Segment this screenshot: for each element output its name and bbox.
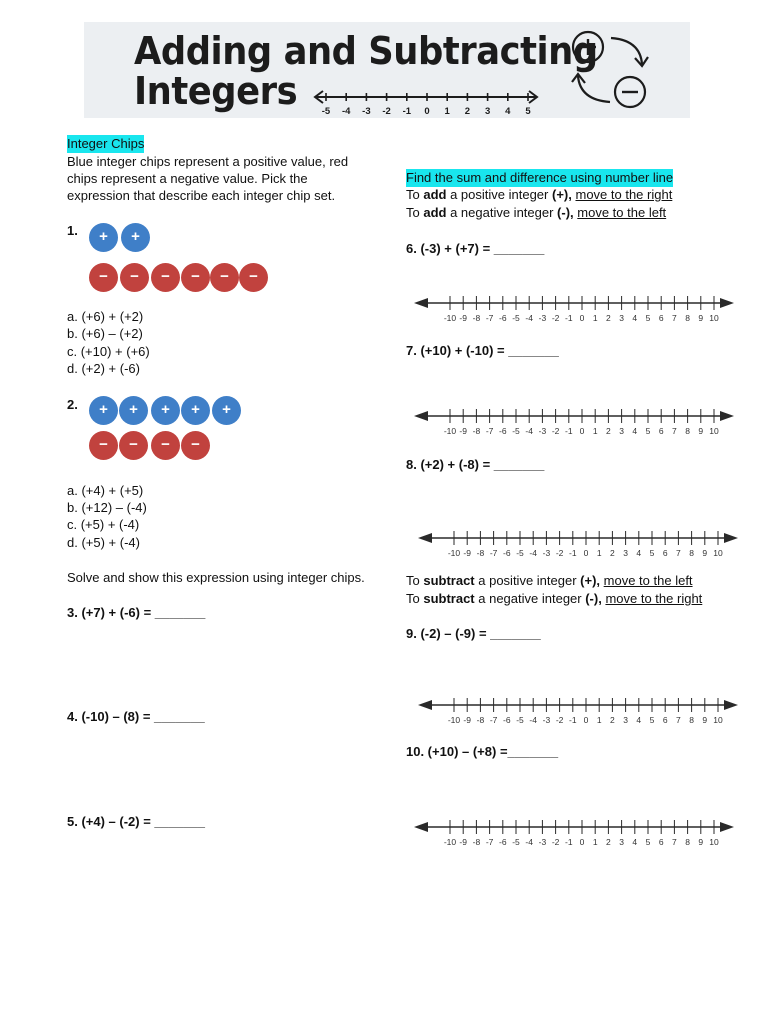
number-line-label: 2 bbox=[610, 715, 615, 725]
positive-chip: + bbox=[212, 396, 241, 425]
number-line-label: -10 bbox=[443, 426, 457, 436]
add-rule-2-mid: a negative integer bbox=[446, 205, 558, 220]
left-arrowhead bbox=[414, 298, 428, 308]
number-line-label: 0 bbox=[583, 715, 589, 725]
number-line-label: -7 bbox=[489, 548, 498, 558]
number-line-label: 3 bbox=[619, 313, 624, 323]
question-2-number: 2. bbox=[67, 397, 78, 412]
left-arrowhead bbox=[414, 822, 428, 832]
number-line-label: -4 bbox=[529, 548, 537, 558]
number-line-label: -5 bbox=[512, 426, 520, 436]
number-line-label: -2 bbox=[551, 313, 560, 323]
number-line-label: 9 bbox=[702, 548, 708, 558]
number-line-label: -7 bbox=[485, 426, 494, 436]
number-line-label: 7 bbox=[672, 313, 677, 323]
number-line-label: 7 bbox=[676, 548, 681, 558]
number-line-label: -5 bbox=[516, 548, 524, 558]
add-rule-1-pre: To bbox=[406, 187, 424, 202]
q1-option-d[interactable]: d. (+2) + (-6) bbox=[67, 361, 140, 376]
right-arrowhead bbox=[724, 533, 738, 543]
number-line-label: -1 bbox=[565, 313, 573, 323]
number-line-label: 7 bbox=[672, 426, 677, 436]
subtract-rule-1-mid: a positive integer bbox=[474, 573, 581, 588]
number-line-label: 6 bbox=[658, 426, 664, 436]
instructions-line-1: Blue integer chips represent a positive value, red bbox=[67, 154, 349, 169]
number-line-label: 4 bbox=[632, 837, 638, 847]
number-line-label: -10 bbox=[447, 548, 461, 558]
add-rule-1-sign: (+), bbox=[551, 187, 572, 202]
header-tick-label: 3 bbox=[484, 106, 491, 116]
number-line-label: 0 bbox=[579, 837, 585, 847]
number-line-label: -8 bbox=[476, 715, 485, 725]
question-9[interactable]: 9. (-2) – (-9) = _______ bbox=[406, 626, 541, 641]
negative-chip: − bbox=[89, 263, 118, 292]
right-arrowhead bbox=[720, 298, 734, 308]
number-line-label: -2 bbox=[551, 426, 560, 436]
number-line-label: -5 bbox=[516, 715, 524, 725]
left-arrowhead bbox=[418, 533, 432, 543]
number-line-label: 5 bbox=[649, 715, 655, 725]
number-line-heading: Find the sum and difference using number line bbox=[406, 170, 674, 185]
number-line-label: -10 bbox=[443, 837, 457, 847]
number-line-label: 2 bbox=[606, 313, 611, 323]
header-number-line bbox=[310, 84, 542, 116]
number-line-q7 bbox=[414, 406, 736, 436]
number-line-label: 7 bbox=[676, 715, 681, 725]
subtract-rule-2-bold: subtract bbox=[423, 591, 475, 606]
positive-chip: + bbox=[151, 396, 180, 425]
header-tick-label: -4 bbox=[341, 106, 351, 116]
number-line-label: -7 bbox=[485, 837, 494, 847]
number-line-label: 9 bbox=[698, 426, 704, 436]
number-line-label: -2 bbox=[555, 715, 564, 725]
add-rule-2-direction: move to the left bbox=[577, 205, 667, 220]
q1-option-a[interactable]: a. (+6) + (+2) bbox=[67, 309, 144, 324]
number-line-label: 3 bbox=[623, 548, 628, 558]
number-line-label: 1 bbox=[596, 548, 602, 558]
number-line-label: 2 bbox=[610, 548, 615, 558]
add-rule-1-mid: a positive integer bbox=[446, 187, 552, 202]
positive-chip: + bbox=[119, 396, 148, 425]
number-line-label: -3 bbox=[542, 715, 551, 725]
number-line-label: -10 bbox=[447, 715, 461, 725]
header-tick-label: 4 bbox=[505, 106, 511, 116]
negative-chip: − bbox=[239, 263, 268, 292]
number-line-label: 1 bbox=[592, 837, 598, 847]
add-rule-1-direction: move to the right bbox=[575, 187, 673, 202]
instructions-line-2: chips represent a negative value. Pick the bbox=[67, 171, 308, 186]
number-line-label: 6 bbox=[662, 715, 668, 725]
negative-chip: − bbox=[181, 431, 210, 460]
number-line-label: -9 bbox=[463, 548, 471, 558]
number-line-label: -9 bbox=[459, 426, 467, 436]
number-line-label: 8 bbox=[685, 313, 690, 323]
number-line-label: -4 bbox=[525, 313, 533, 323]
number-line-label: 6 bbox=[658, 837, 664, 847]
number-line-label: 8 bbox=[685, 426, 690, 436]
number-line-label: -2 bbox=[551, 837, 560, 847]
subtract-rule-1 bbox=[406, 572, 693, 590]
number-line-q10 bbox=[414, 817, 736, 847]
number-line-label: -10 bbox=[443, 313, 457, 323]
right-arrowhead bbox=[720, 822, 734, 832]
number-line-label: 10 bbox=[709, 426, 719, 436]
q2-option-c[interactable]: c. (+5) + (-4) bbox=[67, 517, 140, 532]
header-tick-label: 1 bbox=[444, 106, 450, 116]
number-line-label: 5 bbox=[645, 837, 651, 847]
number-line-label: 1 bbox=[596, 715, 602, 725]
number-line-label: 10 bbox=[713, 548, 723, 558]
header-tick-label: -2 bbox=[382, 106, 391, 116]
right-arrowhead bbox=[724, 700, 738, 710]
number-line-label: -7 bbox=[485, 313, 494, 323]
plus-minus-cycle-icon bbox=[566, 26, 656, 116]
number-line-label: 4 bbox=[632, 426, 638, 436]
header-tick-label: 0 bbox=[424, 106, 430, 116]
number-line-q6 bbox=[414, 293, 736, 323]
q2-option-b[interactable]: b. (+12) – (-4) bbox=[67, 500, 147, 515]
solve-instruction: Solve and show this expression using integer chips. bbox=[67, 570, 365, 585]
number-line-label: -3 bbox=[538, 426, 547, 436]
subtract-rule-2 bbox=[406, 590, 702, 608]
number-line-label: -4 bbox=[529, 715, 537, 725]
header-banner bbox=[84, 22, 690, 118]
number-line-label: 5 bbox=[645, 313, 651, 323]
title-line-1: Adding and Subtracting bbox=[134, 29, 598, 73]
question-4[interactable]: 4. (-10) – (8) = _______ bbox=[67, 709, 205, 724]
question-10[interactable]: 10. (+10) – (+8) =_______ bbox=[406, 744, 559, 759]
number-line-label: 10 bbox=[709, 837, 719, 847]
number-line-label: 6 bbox=[662, 548, 668, 558]
number-line-label: -2 bbox=[555, 548, 564, 558]
number-line-label: 0 bbox=[583, 548, 589, 558]
number-line-label: 5 bbox=[645, 426, 651, 436]
add-rule-1 bbox=[406, 186, 672, 204]
number-line-label: -1 bbox=[565, 837, 573, 847]
question-5[interactable]: 5. (+4) – (-2) = _______ bbox=[67, 814, 206, 829]
number-line-label: 9 bbox=[702, 715, 708, 725]
subtract-rule-2-pre: To bbox=[406, 591, 424, 606]
q2-option-a[interactable]: a. (+4) + (+5) bbox=[67, 483, 144, 498]
add-rule-1-bold: add bbox=[423, 187, 447, 202]
subtract-rule-1-pre: To bbox=[406, 573, 424, 588]
subtract-rule-2-sign: (-), bbox=[585, 591, 602, 606]
number-line-label: -6 bbox=[499, 426, 507, 436]
number-line-label: -7 bbox=[489, 715, 498, 725]
number-line-label: 3 bbox=[623, 715, 628, 725]
number-line-label: -4 bbox=[525, 426, 533, 436]
number-line-label: -8 bbox=[476, 548, 485, 558]
number-line-label: -5 bbox=[512, 313, 520, 323]
positive-chip: + bbox=[89, 396, 118, 425]
number-line-label: -3 bbox=[538, 313, 547, 323]
number-line-label: 8 bbox=[689, 548, 694, 558]
number-line-label: -1 bbox=[569, 715, 577, 725]
q1-option-b[interactable]: b. (+6) – (+2) bbox=[67, 326, 143, 341]
number-line-label: -5 bbox=[512, 837, 520, 847]
number-line-q8 bbox=[418, 528, 740, 558]
number-line-label: 10 bbox=[709, 313, 719, 323]
negative-chip: − bbox=[210, 263, 239, 292]
number-line-label: 2 bbox=[606, 426, 611, 436]
number-line-label: 1 bbox=[592, 426, 598, 436]
number-line-label: -9 bbox=[459, 313, 467, 323]
number-line-label: 3 bbox=[619, 837, 624, 847]
number-line-label: 1 bbox=[592, 313, 598, 323]
q1-option-c[interactable]: c. (+10) + (+6) bbox=[67, 344, 150, 359]
q2-option-d[interactable]: d. (+5) + (-4) bbox=[67, 535, 140, 550]
question-8[interactable]: 8. (+2) + (-8) = _______ bbox=[406, 457, 545, 472]
left-arrowhead bbox=[414, 411, 428, 421]
number-line-label: 4 bbox=[632, 313, 638, 323]
number-line-label: -6 bbox=[503, 715, 511, 725]
negative-chip: − bbox=[181, 263, 210, 292]
instructions-line-3: expression that describe each integer chip set. bbox=[67, 188, 336, 203]
subtract-rule-2-mid: a negative integer bbox=[474, 591, 586, 606]
integer-chips-heading: Integer Chips bbox=[67, 136, 145, 151]
number-line-label: -9 bbox=[459, 837, 467, 847]
left-arrowhead bbox=[418, 700, 432, 710]
question-6[interactable]: 6. (-3) + (+7) = _______ bbox=[406, 241, 545, 256]
positive-chip: + bbox=[121, 223, 150, 252]
positive-chip: + bbox=[89, 223, 118, 252]
number-line-label: -6 bbox=[499, 313, 507, 323]
negative-chip: − bbox=[151, 263, 180, 292]
number-line-label: 8 bbox=[685, 837, 690, 847]
header-tick-label: -5 bbox=[321, 106, 331, 116]
number-line-label: -6 bbox=[499, 837, 507, 847]
number-line-label: 6 bbox=[658, 313, 664, 323]
negative-chip: − bbox=[151, 431, 180, 460]
number-line-label: 0 bbox=[579, 426, 585, 436]
subtract-rule-2-direction: move to the right bbox=[605, 591, 703, 606]
subtract-rule-1-bold: subtract bbox=[423, 573, 475, 588]
number-line-label: 9 bbox=[698, 837, 704, 847]
add-rule-2-sign: (-), bbox=[557, 205, 574, 220]
negative-chip: − bbox=[89, 431, 118, 460]
number-line-q9 bbox=[418, 695, 740, 725]
number-line-label: 5 bbox=[649, 548, 655, 558]
number-line-label: 3 bbox=[619, 426, 624, 436]
subtract-rule-1-direction: move to the left bbox=[603, 573, 693, 588]
number-line-label: -9 bbox=[463, 715, 471, 725]
question-1-number: 1. bbox=[67, 223, 78, 238]
right-arrowhead bbox=[720, 411, 734, 421]
header-tick-label: 2 bbox=[464, 106, 471, 116]
header-tick-label: -3 bbox=[362, 106, 371, 116]
question-7[interactable]: 7. (+10) + (-10) = _______ bbox=[406, 343, 559, 358]
number-line-label: -3 bbox=[542, 548, 551, 558]
title-line-2: Integers bbox=[134, 69, 298, 113]
number-line-label: -3 bbox=[538, 837, 547, 847]
negative-chip: − bbox=[120, 263, 149, 292]
number-line-label: 4 bbox=[636, 715, 642, 725]
number-line-label: -4 bbox=[525, 837, 533, 847]
positive-chip: + bbox=[181, 396, 210, 425]
add-rule-2 bbox=[406, 204, 666, 222]
number-line-label: 8 bbox=[689, 715, 694, 725]
number-line-label: 2 bbox=[606, 837, 611, 847]
number-line-label: 0 bbox=[579, 313, 585, 323]
number-line-label: 7 bbox=[672, 837, 677, 847]
header-tick-label: -1 bbox=[402, 106, 412, 116]
add-rule-2-pre: To bbox=[406, 205, 424, 220]
number-line-label: -8 bbox=[472, 313, 481, 323]
number-line-label: -1 bbox=[565, 426, 573, 436]
number-line-label: -8 bbox=[472, 426, 481, 436]
number-line-label: -8 bbox=[472, 837, 481, 847]
number-line-label: -6 bbox=[503, 548, 511, 558]
header-tick-label: 5 bbox=[525, 106, 531, 116]
add-rule-2-bold: add bbox=[423, 205, 447, 220]
number-line-label: -1 bbox=[569, 548, 577, 558]
subtract-rule-1-sign: (+), bbox=[580, 573, 601, 588]
negative-chip: − bbox=[119, 431, 148, 460]
question-3[interactable]: 3. (+7) + (-6) = _______ bbox=[67, 605, 206, 620]
number-line-label: 10 bbox=[713, 715, 723, 725]
number-line-label: 9 bbox=[698, 313, 704, 323]
number-line-label: 4 bbox=[636, 548, 642, 558]
